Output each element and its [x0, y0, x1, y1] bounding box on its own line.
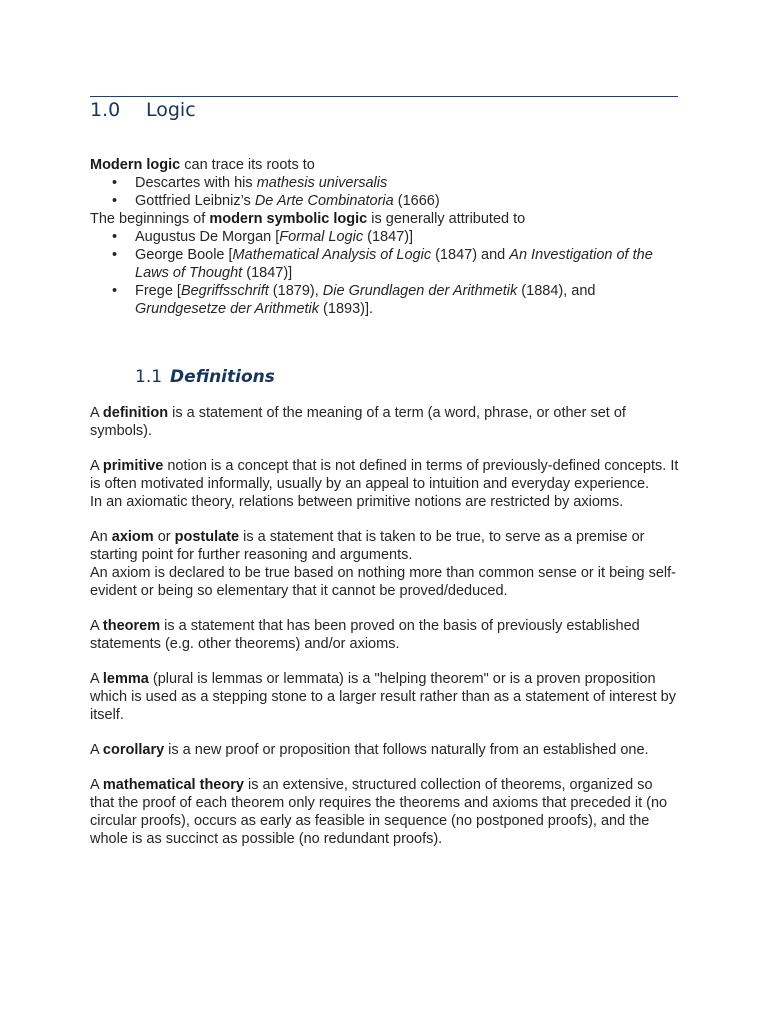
intro-section [90, 156, 680, 318]
term-definition: definition [102, 405, 169, 421]
intro-p1-text: can trace its roots to [180, 157, 315, 173]
item-text: (1847)] [242, 265, 293, 281]
work-title: De Arte Combinatoria [254, 193, 394, 209]
item-text: Frege [ [135, 283, 181, 299]
section-title: Definitions [170, 367, 275, 387]
term-modern-logic: Modern logic [90, 157, 181, 173]
theory-paragraph [90, 776, 680, 848]
intro-p2-text: is generally attributed to [367, 211, 526, 227]
term-primitive: primitive [102, 458, 164, 474]
term-postulate: postulate [174, 529, 240, 545]
intro-paragraph-2 [90, 210, 680, 228]
chapter-title: Logic [146, 99, 196, 121]
item-text: Descartes with his [135, 175, 257, 191]
bullet: • [112, 283, 118, 299]
article: A [90, 777, 103, 793]
paragraph-text: notion is a concept that is not defined in terms of previously-defined concepts. It is often motivated informally, usually by an appeal to intuition and everyday experience. [90, 458, 679, 492]
definition-paragraph [90, 404, 680, 440]
paragraph-text: is a statement that is taken to be true, to serve as a premise or starting point for further reasoning and arguments. [90, 529, 645, 563]
term-mathematical-theory: mathematical theory [102, 777, 244, 793]
chapter-heading [90, 99, 196, 121]
term-modern-symbolic-logic: modern symbolic logic [209, 211, 368, 227]
paragraph-text: (plural is lemmas or lemmata) is a "helping theorem" or is a proven proposition which is used as a stepping stone to a larger result rather than as a statement of interest by itself. [90, 671, 676, 723]
list-item-frege [90, 282, 680, 318]
work-title: Grundgesetze der Arithmetik [135, 301, 320, 317]
item-text: Augustus De Morgan [ [135, 229, 280, 245]
work-title: Begriffsschrift [180, 283, 269, 299]
article: A [90, 405, 103, 421]
item-text: (1884), and [517, 283, 596, 299]
section-number: 1.1 [135, 367, 163, 387]
term-lemma: lemma [102, 671, 149, 687]
term-axiom: axiom [111, 529, 154, 545]
theorem-paragraph [90, 617, 680, 653]
roots-list [90, 174, 680, 210]
heading-rule [90, 96, 678, 97]
intro-p2-pre: The beginnings of [90, 211, 210, 227]
paragraph-text: is a statement that has been proved on the basis of previously established statements (e.g. other theorems) and/or axioms. [90, 618, 640, 652]
intro-paragraph-1 [90, 156, 680, 174]
axiom-paragraph [90, 528, 680, 600]
corollary-paragraph [90, 741, 680, 759]
bullet: • [112, 229, 118, 245]
article: A [90, 458, 103, 474]
item-text: (1879), [268, 283, 323, 299]
definitions-section [90, 404, 680, 865]
item-text: (1847)] [363, 229, 414, 245]
bullet: • [112, 175, 118, 191]
chapter-number: 1.0 [90, 99, 121, 121]
item-text: (1893)]. [319, 301, 374, 317]
article: An [90, 529, 112, 545]
lemma-paragraph [90, 670, 680, 724]
work-title: Mathematical Analysis of Logic [232, 247, 432, 263]
term-corollary: corollary [102, 742, 165, 758]
paragraph-text: is an extensive, structured collection of theorems, organized so that the proof of each theorem only requires the theorems and axioms that preceded it (no circular proofs), occurs as early as feasible in sequence (no postponed proofs), and the whole is as succinct as possible (no redundant proofs). [90, 777, 668, 847]
paragraph-text: is a new proof or proposition that follows naturally from an established one. [164, 742, 649, 758]
term-theorem: theorem [102, 618, 161, 634]
article: A [90, 618, 103, 634]
paragraph-text: In an axiomatic theory, relations between primitive notions are restricted by axioms. [90, 494, 624, 510]
work-title: An Investigation of the Laws of Thought [135, 247, 653, 281]
founders-list [90, 228, 680, 318]
article: A [90, 742, 103, 758]
item-text: (1847) and [431, 247, 510, 263]
paragraph-text: is a statement of the meaning of a term (a word, phrase, or other set of symbols). [90, 405, 626, 439]
article: A [90, 671, 103, 687]
bullet: • [112, 193, 118, 209]
bullet: • [112, 247, 118, 263]
primitive-paragraph [90, 457, 680, 511]
work-title: Die Grundlagen der Arithmetik [322, 283, 518, 299]
paragraph-text: An axiom is declared to be true based on nothing more than common sense or it being self-evident or being so elementary that it cannot be proved/deduced. [90, 565, 676, 599]
connector-text: or [153, 529, 175, 545]
list-item-boole [90, 246, 680, 282]
item-year: (1666) [393, 193, 440, 209]
item-text: George Boole [ [135, 247, 233, 263]
list-item [90, 174, 680, 192]
item-text: Gottfried Leibniz’s [135, 193, 255, 209]
list-item-de-morgan [90, 228, 680, 246]
section-heading [135, 367, 275, 387]
work-title: mathesis universalis [256, 175, 388, 191]
list-item [90, 192, 680, 210]
work-title: Formal Logic [279, 229, 364, 245]
